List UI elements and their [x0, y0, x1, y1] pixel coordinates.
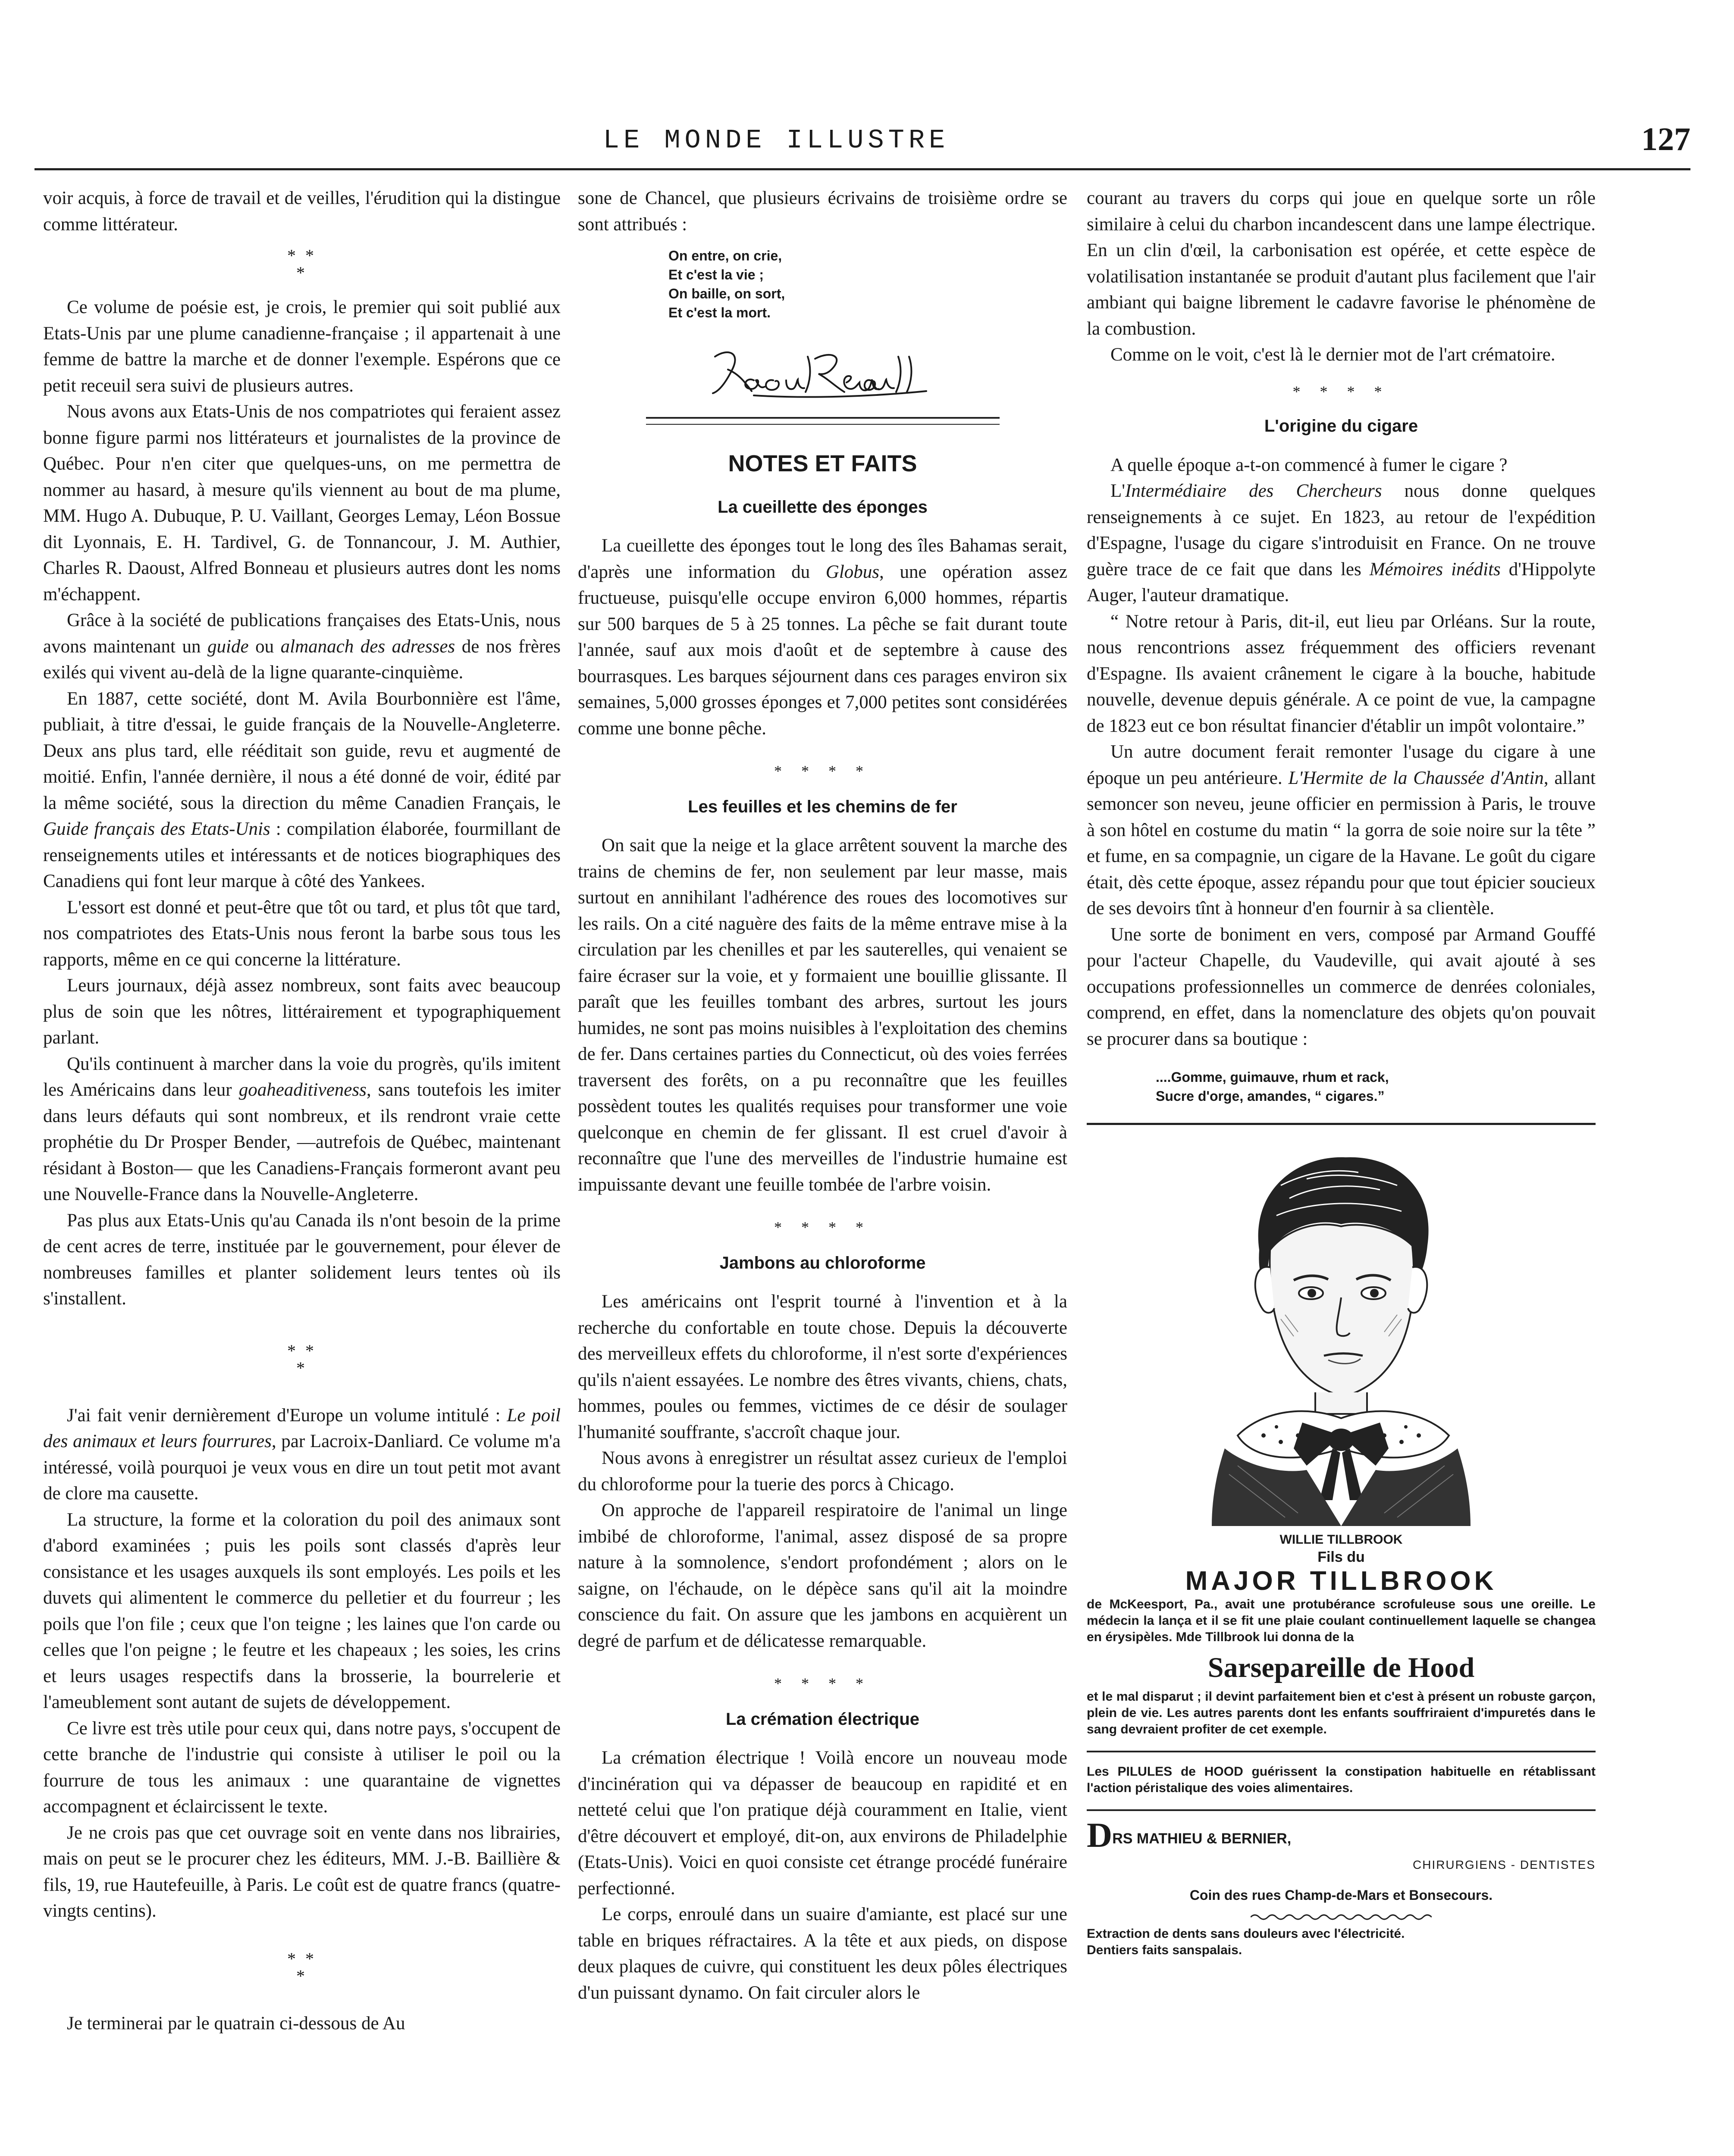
verse-line: Et c'est la mort.	[668, 305, 771, 320]
portrait-caption: WILLIE TILLBROOK	[1279, 1532, 1403, 1547]
ad-rule	[1087, 1751, 1596, 1752]
paragraph: Ce volume de poésie est, je crois, le premier qui soit publié aux Etats-Unis par une plume canadienne-française ; il appartenait à une femme de battre la marche et de donner l'exemple. Espérons que ce petit receuil sera suivi de plusieurs autres.	[43, 297, 561, 396]
article-heading: La crémation électrique	[725, 1709, 920, 1729]
paragraph: Pas plus aux Etats-Unis qu'au Canada ils n'ont besoin de la prime de cent acres de terre, instituée par le gouvernement, pour élever de nombreuses familles et planter solidement leurs tentes où ils s'installent.	[43, 1210, 561, 1309]
paragraph: En 1887, cette société, dont M. Avila Bourbonnière est l'âme, publiait, à titre d'essai, le guide français de la Nouvelle-Angleterre. Deux ans plus tard, elle rééditait son guide, revu et augmenté de moitié. Enfin, l'année dernière, il nous a été donné de voir, édité par la même société, sous la direction du même Canadien Français, le Guide français des Etats-Unis : compilation élaborée, fourmillant de renseignements utiles et intéressants et de notices biographiques des Canadiens qui font leur marque à côté des Yankees.	[43, 688, 561, 891]
verse-line: On entre, on crie,	[668, 248, 782, 263]
paragraph: “ Notre retour à Paris, dit-il, eut lieu par Orléans. Sur la route, nous rencontrions assez fréquemment des officiers revenant d'Espagne. Ils avaient crânement le cigare à la bouche, habitude nouvelle, devenue depuis générale. A ce point de vue, la campagne de 1823 eut ce bon résultat financier d'établir un impôt volontaire.”	[1087, 611, 1596, 736]
page-number: 127	[1641, 121, 1690, 157]
paragraph: Le corps, enroulé dans un suaire d'amiante, est placé sur une table en briques réfractaires. A la tête et aux pieds, on dispose deux plaques de cuivre, qui constituent les deux pôles électriques d'un puissant dynamo. On fait circuler alors le	[578, 1904, 1067, 2003]
article-heading: Les feuilles et les chemins de fer	[688, 797, 957, 816]
verse-line: Sucre d'orge, amandes, “ cigares.”	[1156, 1088, 1385, 1104]
ad-product-name: Sarsepareille de Hood	[1207, 1651, 1475, 1683]
section-rule	[646, 417, 1000, 425]
section-title: NOTES ET FAITS	[728, 451, 917, 476]
ad-text: de McKeesport, Pa., avait une protubérance scrofuleuse sous une oreille. Le médecin la lança et il se fit une plaie coulant continuellement laquelle se changea en érysipèles. Mde Tillbrook lui donna de la	[1087, 1597, 1596, 1644]
paragraph: Grâce à la société de publications françaises des Etats-Unis, nous avons maintenant un guide ou almanach des adresses de nos frères exilés qui vivent au-delà de la ligne quarante-cinquième.	[43, 610, 561, 683]
paragraph: Qu'ils continuent à marcher dans la voie du progrès, qu'ils imitent les Américains dans leur goaheaditiveness, sans toutefois les imiter dans leurs défauts qui sont nombreux, et ils rendront vraie cette prophétie du Dr Prosper Bender, —autrefois de Québec, maintenant résidant à Boston— que les Canadiens-Français formeront avant peu une Nouvelle-France dans la Nouvelle-Angleterre.	[43, 1053, 561, 1204]
article-heading: Jambons au chloroforme	[719, 1253, 926, 1272]
paragraph: Nous avons aux Etats-Unis de nos compatriotes qui feraient assez bonne figure parmi nos littérateurs et journalistes de la province de Québec. Pour n'en citer que quelques-uns, on me permettra de nommer au hasard, à mesure qu'ils viennent au bout de ma plume, MM. Hugo A. Dubuque, P. U. Vaillant, Georges Lemay, Léon Bossue dit Lyonnais, E. H. Tardivel, G. de Tonnancour, J. M. Authier, Charles R. Daoust, Alfred Bonneau et plusieurs autres dont les noms m'échappent.	[43, 401, 561, 605]
paragraph: La cueillette des éponges tout le long des îles Bahamas serait, d'après une information du Globus, une opération assez fructueuse, puisqu'elle occupe environ 6,000 hommes, répartis sur 500 barques de 5 à 25 tonnes. La pêche se fait durant toute l'année, sauf aux mois d'août et de septembre à cause des bourrasques. Les barques séjournent dans ces parages environ six semaines, 5,000 grosses éponges et 7,000 petites sont considérées comme une bonne pêche.	[578, 536, 1067, 739]
paragraph: Je terminerai par le quatrain ci-dessous de Au	[67, 2013, 405, 2034]
section-separator: * * *	[287, 1949, 317, 1986]
ad-text: et le mal disparut ; il devint parfaitement bien et c'est à présent un robuste garçon, plein de vie. Les autres parents dont les enfants souffriraient d'impuretés dans le sang devraient profiter de cet exemple.	[1087, 1689, 1596, 1736]
column-3	[1087, 185, 1596, 1959]
paragraph: L'Intermédiaire des Chercheurs nous donne quelques renseignements à ce sujet. En 1823, au retour de l'expédition d'Espagne, l'usage du cigare s'introduisit en France. On ne trouve guère trace de ce fait que dans les Mémoires inédits d'Hippolyte Auger, l'auteur dramatique.	[1087, 481, 1596, 605]
header-rule	[34, 168, 1690, 170]
paragraph: Un autre document ferait remonter l'usage du cigare à une époque un peu antérieure. L'Hermite de la Chaussée d'Antin, allant semoncer son neveu, jeune officier en permission à Paris, le trouve à son hôtel en costume du matin “ la gorra de soie noire sur la tête ” et fume, en sa compagnie, un cigare de la Havane. Le goût du cigare était, dès cette époque, assez répandu pour que tout épicier soucieux de ses devoirs tînt à honneur d'en fournir à sa clientèle.	[1087, 742, 1596, 918]
ad-text: Les PILULES de HOOD guérissent la constipation habituelle en rétablissant l'action péristalique des voies alimentaires.	[1087, 1764, 1596, 1795]
paragraph: J'ai fait venir dernièrement d'Europe un volume intitulé : Le poil des animaux et leurs fourrures, par Lacroix-Danliard. Ce volume m'a intéressé, voilà pourquoi je veux vous en dire un tout petit mot avant de clore ma causette.	[43, 1405, 561, 1504]
section-separator: * * *	[287, 246, 317, 282]
section-separator: * * * *	[774, 1219, 871, 1236]
ad-text: Extraction de dents sans douleurs avec l'électricité.	[1087, 1926, 1405, 1941]
advertisement	[1087, 1138, 1596, 1959]
ad-rule	[1087, 1809, 1596, 1811]
paragraph: Ce livre est très utile pour ceux qui, dans notre pays, s'occupent de cette branche de l'industrie qui consiste à utiliser le poil ou la fourrure de tous les animaux : une quarantaine de vignettes accompagnent et éclaircissent le texte.	[43, 1718, 561, 1817]
journal-title: LE MONDE ILLUSTRE	[603, 125, 950, 156]
paragraph: sone de Chancel, que plusieurs écrivains de troisième ordre se sont attribués :	[578, 188, 1067, 235]
section-separator: * * * *	[1292, 382, 1390, 400]
paragraph: La crémation électrique ! Voilà encore un nouveau mode d'incinération qui va dépasser de beaucoup en rapidité et en netteté celui que l'on pratique déjà couramment en Italie, vient d'être découvert et employé, dit-on, aux environs de Philadelphie (Etats-Unis). Voici en quoi consiste cet étrange procédé funéraire perfectionné.	[578, 1748, 1067, 1899]
paragraph: voir acquis, à force de travail et de veilles, l'érudition qui la distingue comme littérateur.	[43, 188, 561, 235]
verse	[1156, 1068, 1596, 1106]
paragraph: Comme on le voit, c'est là le dernier mot de l'art crématoire.	[1110, 345, 1555, 365]
section-separator: * * * *	[774, 762, 871, 780]
paragraph: La structure, la forme et la coloration du poil des animaux sont d'abord examinées ; puis les poils sont classés d'après leur consistance et les usages auxquels ils sont employés. Les poils et les duvets qui alimentent le commerce du pelletier et du fourreur ; les poils que l'on file ; ceux que l'on teigne ; les laines que l'on carde ou celles que l'on peigne ; le feutre et les chapeaux ; les soies, les crins et leurs usages respectifs dans la brosserie, la bourrelerie et l'ameublement sont autant de sujets de développement.	[43, 1509, 561, 1712]
paragraph: On approche de l'appareil respiratoire de l'animal un linge imbibé de chloroforme, l'animal, assez disposé de sa propre nature à la somnolence, s'endort profondément ; alors on le saigne, on l'échaude, on le dépèce sans qu'il ait la moindre conscience du fait. On assure que les jambons en acquièrent un degré de parfum et de délicatesse remarquable.	[578, 1500, 1067, 1651]
verse-line: ....Gomme, guimauve, rhum et rack,	[1156, 1069, 1389, 1085]
signature-raoul-renault	[702, 339, 944, 404]
boy-portrait-illustration	[1177, 1138, 1505, 1526]
dentist-address: Coin des rues Champ-de-Mars et Bonsecours.	[1189, 1887, 1493, 1903]
paragraph: Leurs journaux, déjà assez nombreux, sont faits avec beaucoup plus de soin que les nôtres, littérairement et typographiquement parlant.	[43, 975, 561, 1048]
verse-line: On baille, on sort,	[668, 286, 785, 301]
paragraph: On sait que la neige et la glace arrêtent souvent la marche des trains de chemins de fer, non seulement par leur masse, mais surtout en annihilant l'adhérence des roues des locomotives sur les rails. On a cité naguère des faits de la même entrave mise à la circulation par les chenilles et par les sauterelles, qui venaient se faire écraser sur la voie, et y formaient une bouillie glissante. Il paraît que les feuilles tombant des arbres, surtout les jours humides, ne sont pas moins nuisibles à l'exploitation des chemins de fer. Dans certaines parties du Connecticut, où des voies ferrées traversent des forêts, on a pu reconnaître que les feuilles possèdent toutes les qualités requises pour transformer une voie quelconque en chemin de fer glissant. Il est cruel d'avoir à reconnaître que l'une des merveilles de l'industrie humaine est impuissante devant une feuille tombée de l'arbre voisin.	[578, 835, 1067, 1195]
paragraph: Une sorte de boniment en vers, composé par Armand Gouffé pour l'acteur Chapelle, du Vaudeville, qui avait ajouté à ses occupations professionnelles un commerce de denrées coloniales, comprend, en effet, dans la nomenclature des objets qu'on pouvait se procurer dans sa boutique :	[1087, 924, 1596, 1049]
paragraph: Nous avons à enregistrer un résultat assez curieux de l'emploi du chloroforme pour la tuerie des porcs à Chicago.	[578, 1448, 1067, 1495]
paragraph: Les américains ont l'esprit tourné à l'invention et à la recherche du confortable en toute chose. Depuis la découverte des merveilleux effets du chloroforme, il n'est sorte d'expériences qu'ils n'aient essayées. Le nombre des êtres vivants, chiens, chats, hommes, poules ou femmes, victimes de ce désir de soulager l'humanité souffrante, s'accroît chaque jour.	[578, 1291, 1067, 1442]
decorative-wave	[1251, 1913, 1432, 1921]
paragraph: courant au travers du corps qui joue en quelque sorte un rôle similaire à celui du charbon incandescent dans une lampe électrique. En un clin d'œil, la carbonisation est opérée, et cette espèce de volatilisation instantanée se produit d'autant plus facilement que l'air ambiant qui baigne librement le cadavre favorise le phénomène de la combustion.	[1087, 188, 1596, 339]
ad-headline: MAJOR TILLBROOK	[1185, 1566, 1497, 1596]
article-heading: L'origine du cigare	[1264, 417, 1418, 436]
advertisement-rule	[1087, 1123, 1596, 1125]
paragraph: L'essort est donné et peut-être que tôt ou tard, et plus tôt que tard, nos compatriotes des Etats-Unis nous feront la barbe sous tous les rapports, même en ce qui concerne la littérature.	[43, 897, 561, 970]
section-separator: * * *	[287, 1341, 317, 1378]
verse-line: Et c'est la vie ;	[668, 267, 764, 282]
section-separator: * * * *	[774, 1675, 871, 1692]
column-2	[578, 185, 1067, 2006]
portrait-caption: Fils du	[1317, 1549, 1365, 1565]
dentist-title: CHIRURGIENS - DENTISTES	[1412, 1858, 1596, 1871]
paragraph: Je ne crois pas que cet ouvrage soit en vente dans nos librairies, mais on peut se le procurer chez les éditeurs, MM. J.-B. Baillière & fils, 19, rue Hautefeuille, à Paris. Le coût est de quatre francs (quatre-vingts centins).	[43, 1822, 561, 1921]
quatrain	[668, 246, 1067, 322]
article-heading: La cueillette des éponges	[718, 497, 928, 517]
ad-text: Dentiers faits sanspalais.	[1087, 1943, 1242, 1957]
paragraph: A quelle époque a-t-on commencé à fumer le cigare ?	[1110, 454, 1508, 475]
column-1	[43, 185, 561, 2037]
dentist-name: DRS MATHIEU & BERNIER,	[1087, 1815, 1292, 1855]
